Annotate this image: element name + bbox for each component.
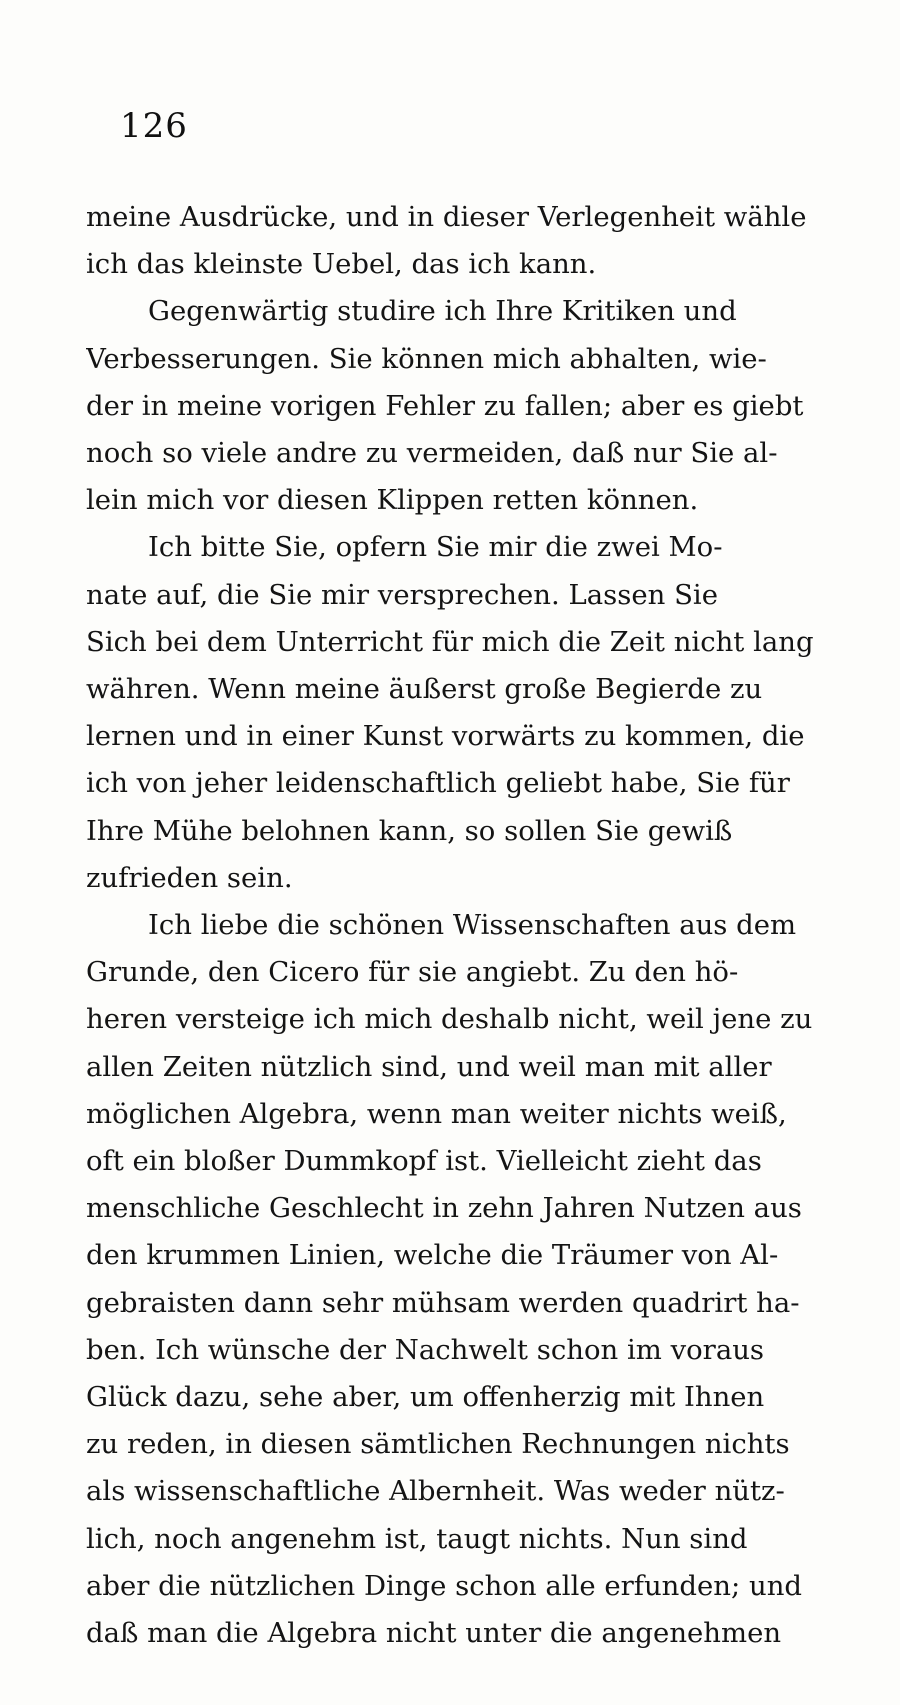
text-line: Ich bitte Sie, opfern Sie mir die zwei Mo- bbox=[148, 531, 723, 564]
text-line: meine Ausdrücke, und in dieser Verlegenheit wähle bbox=[86, 201, 807, 233]
text-line: aber die nützlichen Dinge schon alle erfunden; und bbox=[86, 1569, 803, 1602]
text-line: Glück dazu, sehe aber, um offenherzig mit Ihnen bbox=[86, 1381, 765, 1414]
text-line: daß man die Algebra nicht unter die angenehmen bbox=[86, 1617, 782, 1650]
text-line: den krummen Linien, welche die Träumer von Al- bbox=[86, 1239, 779, 1272]
page-number: 126 bbox=[120, 106, 188, 146]
text-line: lernen und in einer Kunst vorwärts zu kommen, die bbox=[86, 720, 805, 753]
text-line: zufrieden sein. bbox=[86, 861, 293, 894]
text-line: gebraisten dann sehr mühsam werden quadrirt ha- bbox=[86, 1286, 800, 1319]
text-line: menschliche Geschlecht in zehn Jahren Nutzen aus bbox=[86, 1192, 802, 1225]
text-line: Gegenwärtig studire ich Ihre Kritiken und bbox=[148, 295, 737, 328]
text-line: lich, noch angenehm ist, taugt nichts. Nun sind bbox=[86, 1522, 748, 1555]
text-line: noch so viele andre zu vermeiden, daß nur Sie al- bbox=[86, 437, 778, 470]
text-line: Verbesserungen. Sie können mich abhalten, wie- bbox=[86, 342, 767, 375]
text-line: ben. Ich wünsche der Nachwelt schon im voraus bbox=[86, 1333, 765, 1366]
text-line: Ihre Mühe belohnen kann, so sollen Sie gewiß bbox=[86, 814, 733, 847]
text-line: ich das kleinste Uebel, das ich kann. bbox=[86, 248, 597, 281]
text-line: nate auf, die Sie mir versprechen. Lassen Sie bbox=[86, 578, 718, 611]
text-line: Sich bei dem Unterricht für mich die Zeit nicht lang bbox=[86, 625, 814, 658]
text-line: lein mich vor diesen Klippen retten können. bbox=[86, 484, 699, 517]
body-text bbox=[86, 194, 830, 1657]
text-line: der in meine vorigen Fehler zu fallen; aber es giebt bbox=[86, 389, 804, 422]
text-line: Grunde, den Cicero für sie angiebt. Zu den hö- bbox=[86, 956, 739, 989]
text-line: Ich liebe die schönen Wissenschaften aus dem bbox=[148, 909, 797, 942]
text-line: als wissenschaftliche Albernheit. Was weder nütz- bbox=[86, 1475, 785, 1508]
text-line: zu reden, in diesen sämtlichen Rechnungen nichts bbox=[86, 1428, 790, 1461]
text-line: allen Zeiten nützlich sind, und weil man mit aller bbox=[86, 1050, 772, 1083]
text-line: möglichen Algebra, wenn man weiter nichts weiß, bbox=[86, 1097, 787, 1130]
text-line: oft ein bloßer Dummkopf ist. Vielleicht zieht das bbox=[86, 1145, 762, 1178]
text-line: währen. Wenn meine äußerst große Begierde zu bbox=[86, 673, 763, 706]
text-line: ich von jeher leidenschaftlich geliebt habe, Sie für bbox=[86, 767, 790, 800]
text-line: heren versteige ich mich deshalb nicht, weil jene zu bbox=[86, 1003, 813, 1036]
